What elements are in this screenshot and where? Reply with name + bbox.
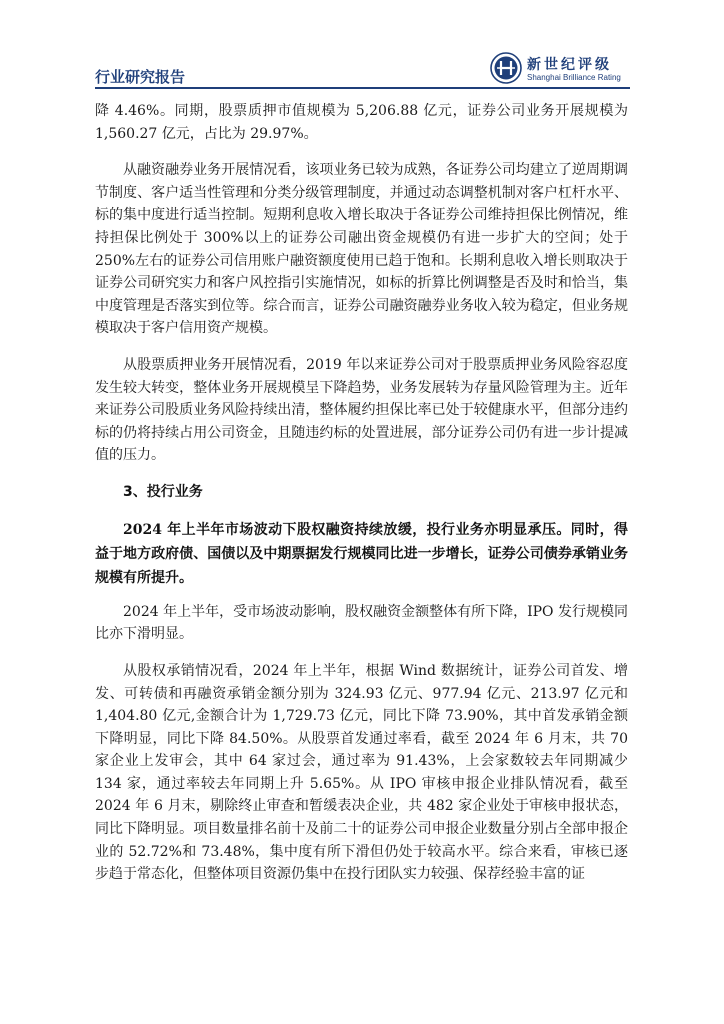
paragraph-margin-trading: 从融资融券业务开展情况看，该项业务已较为成熟，各证券公司均建立了逆周期调节制度、客户适当性管理和分类分级管理制度，并通过动态调整机制对客户杠杆水平、标的集中度进行适当控制。短期利息收入增长取决于各证券公司维持担保比例情况，维持担保比例处于 300%以上的证券公司融出资金规模仍有进一步扩大的空间；处于 250%左右的证券公司信用账户融资额度使用已趋于饱和。长期利息收入增长则取决于证券公司研究实力和客户风控指引实施情况，如标的折算比例调整是否及时和恰当，集中度管理是否落实到位等。综合而言，证券公司融资融券业务收入较为稳定，但业务规模取决于客户信用资产规模。 <box>95 162 628 337</box>
logo-english-name: Shanghai Brilliance Rating <box>527 73 621 82</box>
report-title: 行业研究报告 <box>95 68 186 86</box>
paragraph-equity-underwriting: 从股权承销情况看，2024 年上半年，根据 Wind 数据统计，证券公司首发、增发、可转债和再融资承销金额分别为 324.93 亿元、977.94 亿元、213.97 亿元和 1,404.80 亿元,金额合计为 1,729.73 亿元，同比下降 73.90%，其中首发承销金额下降明显，同比下降 84.50%。从股票首发通过率看，截至 2024 年 6 月末，共 70 家企业上发审会，其中 64 家过会，通过率为 91.43%，上会家数较去年同期减少 134 家，通过率较去年同期上升 5.65%。从 IPO 审核申报企业排队情况看，截至 2024 年 6 月末，剔除终止审查和暂缓表决企业，共 482 家企业处于审核申报状态，同比下降明显。项目数量排名前十及前二十的证券公司申报企业数量分别占全部申报企业的 52.72%和 73.48%，集中度有所下滑但仍处于较高水平。综合来看，审核已逐步趋于常态化，但整体项目资源仍集中在投行团队实力较强、保荐经验丰富的证 <box>95 662 628 883</box>
section-summary: 2024 年上半年市场波动下股权融资持续放缓，投行业务亦明显承压。同时，得益于地方政府债、国债以及中期票据发行规模同比进一步增长，证券公司债券承销业务规模有所提升。 <box>95 521 628 587</box>
report-body <box>95 100 628 900</box>
paragraph-stock-pledge: 从股票质押业务开展情况看，2019 年以来证券公司对于股票质押业务风险容忍度发生较大转变，整体业务开展规模呈下降趋势，业务发展转为存量风险管理为主。近年来证券公司股质业务风险持续出清，整体履约担保比率已处于较健康水平，但部分违约标的仍将持续占用公司资金，且随违约标的处置进展，部分证券公司仍有进一步计提减值的压力。 <box>95 356 628 464</box>
paragraph-equity-financing: 2024 年上半年，受市场波动影响，股权融资金额整体有所下降，IPO 发行规模同比亦下滑明显。 <box>95 603 628 643</box>
section-heading-investment-banking: 3、投行业务 <box>123 483 203 500</box>
paragraph-pledge-scale: 降 4.46%。同期，股票质押市值规模为 5,206.88 亿元，证券公司业务开展规模为 1,560.27 亿元，占比为 29.97%。 <box>95 103 628 142</box>
logo-emblem-icon <box>490 52 522 84</box>
header-divider <box>95 87 630 89</box>
page-header <box>0 0 724 96</box>
company-logo <box>490 52 630 86</box>
logo-chinese-name: 新世纪评级 <box>527 57 612 73</box>
